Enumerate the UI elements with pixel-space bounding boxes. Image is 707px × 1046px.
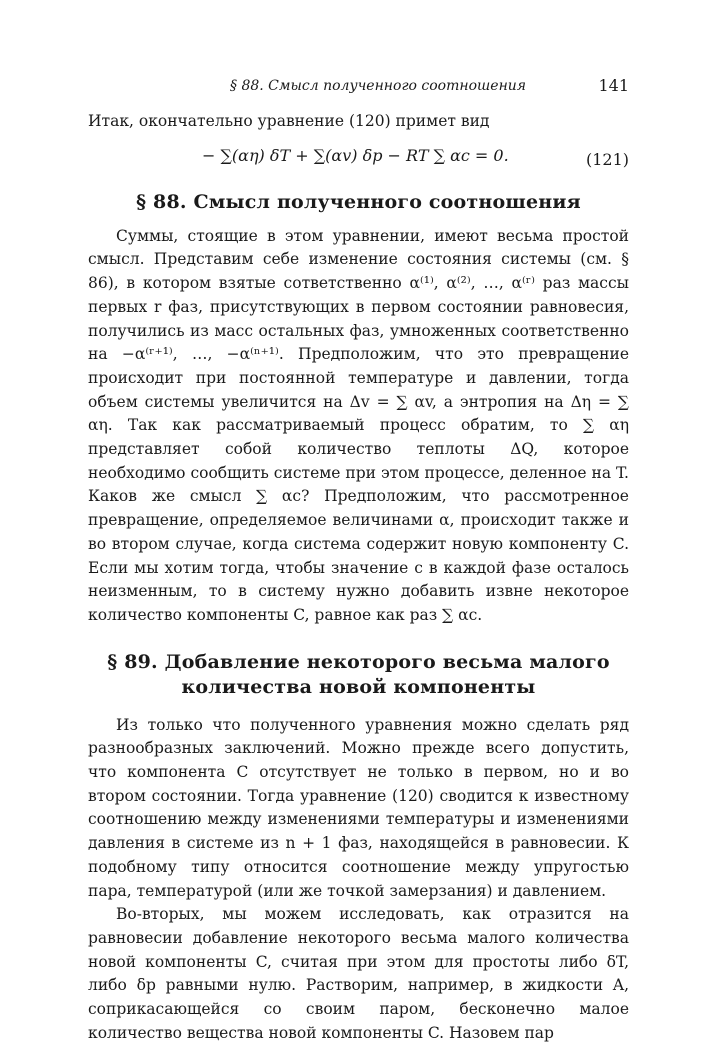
equation-121: [88, 138, 629, 184]
intro-text: Итак, окончательно уравнение (120) примет вид: [88, 112, 490, 130]
section-89-paragraph-2: Во-вторых, мы можем исследовать, как отразится на равновесии добавление некоторого весьма малого количества новой компоненты C, считая при этом для простоты либо δT, либо δp равными нулю. Растворим, например, в жидкости A, соприкасающейся со своим паром, бесконечно малое количество вещества новой компоненты C. Назовем пар: [88, 905, 629, 1042]
running-title: § 88. Смысл полученного соотношения: [230, 78, 527, 94]
section-89-title-line1: § 89. Добавление некоторого весьма малого: [107, 650, 610, 673]
section-88-title: § 88. Смысл полученного соотношения: [136, 190, 581, 213]
section-89-title-line2: количества новой компоненты: [181, 675, 536, 698]
equation-body: − ∑(αη) δT + ∑(αv) δp − RT ∑ αc = 0.: [202, 145, 509, 165]
equation-number: (121): [585, 149, 629, 169]
section-89-paragraph-1: Из только что полученного уравнения можно сделать ряд разнообразных заключений. Можно прежде всего допустить, что компонента C отсутствует не только в первом, но и во втором состоянии. Тогда уравнение (120) сводится к известному соотношению между изменениями температуры и изменениями давления в системе из n + 1 фаз, находящейся в равновесии. К подобному типу относится соотношение между упругостью пара, температурой (или же точкой замерзания) и давлением.: [88, 715, 629, 900]
section-89-title: [88, 650, 629, 700]
running-head: [88, 76, 629, 98]
page-number: 141: [598, 76, 629, 95]
section-88-paragraph: Суммы, стоящие в этом уравнении, имеют весьма простой смысл. Представим себе изменение состояния системы (см. § 86), в котором взятые сответственно α⁽¹⁾, α⁽²⁾, …, α⁽ʳ⁾ раз массы первых r фаз, присутствующих в первом состоянии равновесия, получились из масс остальных фаз, умноженных соответственно на −α⁽ʳ⁺¹⁾, …, −α⁽ⁿ⁺¹⁾. Предположим, что это превращение происходит при постоянной температуре и давлении, тогда объем системы увеличится на Δv = ∑ αv, а энтропия на Δη = ∑ αη. Так как рассматриваемый процесс обратим, то ∑ αη представляет собой количество теплоты ΔQ, которое необходимо сообщить системе при этом процессе, деленное на T. Каков же смысл ∑ αc? Предположим, что рассмотренное превращение, определяемое величинами α, происходит также и во втором случае, когда система содержит новую компоненту C. Если мы хотим тогда, чтобы значение c в каждой фазе осталось неизменным, то в систему нужно добавить извне некоторое количество компоненты C, равное как раз ∑ αc.: [88, 226, 629, 624]
page-body: [88, 110, 629, 1046]
